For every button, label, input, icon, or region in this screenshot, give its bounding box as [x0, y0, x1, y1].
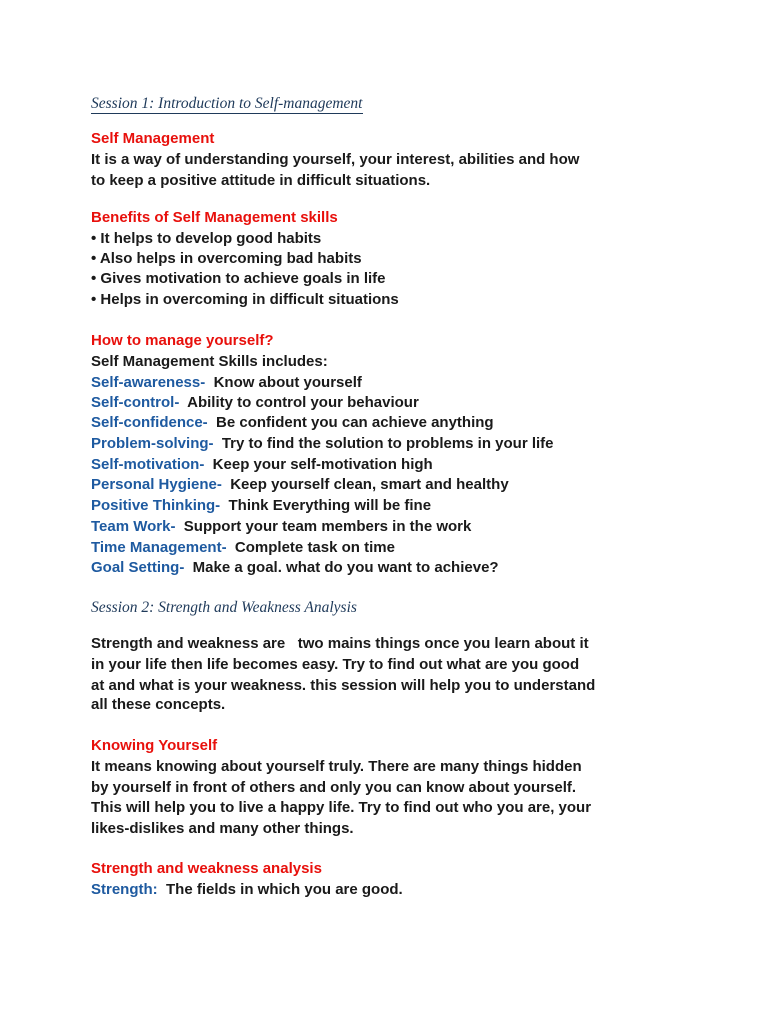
skill-term: Self-control- — [91, 394, 180, 411]
manage-intro: Self Management Skills includes: — [91, 353, 328, 370]
skill-term: Team Work- — [91, 518, 176, 535]
skill-item-positive-thinking — [91, 496, 431, 516]
knowing-yourself-heading: Knowing Yourself — [91, 737, 218, 754]
benefit-item-1: • It helps to develop good habits — [91, 230, 322, 247]
benefit-item-4: • Helps in overcoming in difficult situations — [91, 291, 399, 308]
manage-heading: How to manage yourself? — [91, 332, 274, 349]
session-2-title: Session 2: Strength and Weakness Analysis — [91, 599, 357, 616]
self-management-line-1: It is a way of understanding yourself, your interest, abilities and how — [91, 151, 580, 168]
skill-desc: Know about yourself — [205, 374, 362, 391]
skill-item-self-control — [91, 393, 419, 413]
session-2-paragraph-line-4: all these concepts. — [91, 696, 226, 713]
knowing-line-3: This will help you to live a happy life. Try to find out who you are, your — [91, 799, 592, 816]
skill-term: Personal Hygiene- — [91, 476, 222, 493]
strength-term: Strength: — [91, 881, 158, 898]
skill-item-time-management — [91, 538, 395, 558]
session-1-title — [91, 94, 363, 114]
skill-desc: Ability to control your behaviour — [179, 394, 419, 411]
skill-term: Positive Thinking- — [91, 497, 221, 514]
skill-desc: Make a goal. what do you want to achieve? — [184, 559, 499, 576]
session-2-paragraph-line-3: at and what is your weakness. this session will help you to understand — [91, 677, 596, 694]
benefit-item-2: • Also helps in overcoming bad habits — [91, 250, 362, 267]
skill-term: Time Management- — [91, 539, 227, 556]
skill-item-problem-solving — [91, 434, 554, 454]
skill-item-personal-hygiene — [91, 475, 509, 495]
session-2-paragraph-line-2: in your life then life becomes easy. Try to find out what are you good — [91, 656, 580, 673]
knowing-line-1: It means knowing about yourself truly. There are many things hidden — [91, 758, 582, 775]
skill-desc: Think Everything will be fine — [220, 497, 432, 514]
benefits-heading: Benefits of Self Management skills — [91, 209, 338, 226]
skill-desc: Keep your self-motivation high — [204, 456, 433, 473]
skill-term: Problem-solving- — [91, 435, 214, 452]
skill-item-self-awareness — [91, 373, 362, 393]
knowing-line-2: by yourself in front of others and only you can know about yourself. — [91, 779, 577, 796]
skill-item-team-work — [91, 517, 471, 537]
strength-definition — [91, 880, 403, 900]
session-1-title-text: Session 1: Introduction to Self-management — [91, 95, 363, 112]
skill-term: Self-confidence- — [91, 414, 208, 431]
skill-desc: Try to find the solution to problems in your life — [213, 435, 554, 452]
strength-desc: The fields in which you are good. — [157, 881, 403, 898]
skill-desc: Support your team members in the work — [175, 518, 472, 535]
skill-desc: Be confident you can achieve anything — [207, 414, 494, 431]
self-management-heading: Self Management — [91, 130, 215, 147]
skill-term: Goal Setting- — [91, 559, 185, 576]
skill-term: Self-awareness- — [91, 374, 206, 391]
knowing-line-4: likes-dislikes and many other things. — [91, 820, 354, 837]
session-2-paragraph-line-1: Strength and weakness are two mains things once you learn about it — [91, 635, 589, 652]
skill-desc: Complete task on time — [226, 539, 395, 556]
skill-item-goal-setting — [91, 558, 499, 578]
benefit-item-3: • Gives motivation to achieve goals in life — [91, 270, 386, 287]
skill-item-self-confidence — [91, 413, 494, 433]
skill-item-self-motivation — [91, 455, 433, 475]
skill-term: Self-motivation- — [91, 456, 205, 473]
skill-desc: Keep yourself clean, smart and healthy — [221, 476, 509, 493]
analysis-heading: Strength and weakness analysis — [91, 860, 322, 877]
self-management-line-2: to keep a positive attitude in difficult situations. — [91, 172, 431, 189]
